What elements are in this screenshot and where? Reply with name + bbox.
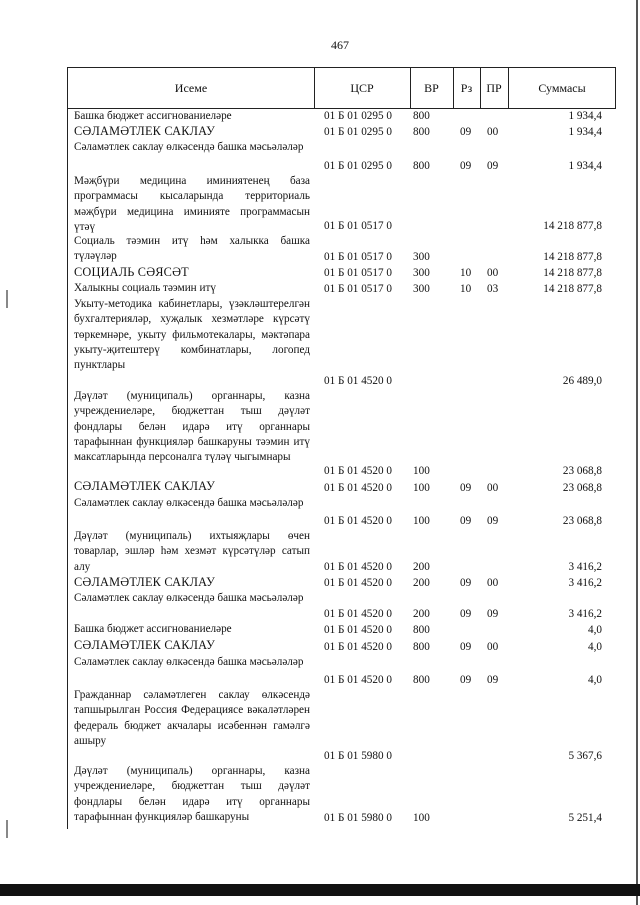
row-csr: 01 Б 01 0295 0 — [324, 125, 392, 138]
row-sum: 4,0 — [588, 623, 602, 636]
row-csr: 01 Б 01 4520 0 — [324, 374, 392, 387]
row-name: Дәүләт (муниципаль) ихтыяҗлары өчен товарлар, эшләр һәм хезмәт күрсәтүләр сатып алу — [74, 530, 310, 573]
row-name: Дәүләт (муниципаль) органнары, казна учреждениеләре, бюджеттан тыш дәүләт фондлары белән идарә итү органнары тарафыннан функцияләр башкаруны тәэмин итү максатларында персоналга түләү чыгымнары — [74, 390, 310, 464]
table-row — [68, 109, 616, 124]
row-csr: 01 Б 01 0517 0 — [324, 282, 392, 295]
row-rz: 09 — [460, 159, 472, 172]
row-vr: 800 — [413, 109, 430, 122]
row-name: Сәламәтлек саклау өлкәсендә башка мәсьәләләр — [74, 497, 304, 509]
header-csr: ЦСР — [350, 81, 374, 95]
row-rz: 09 — [460, 514, 472, 527]
row-vr: 300 — [413, 282, 430, 295]
row-sum: 1 934,4 — [568, 125, 602, 138]
row-vr: 800 — [413, 640, 430, 653]
row-sum: 26 489,0 — [562, 374, 602, 387]
table-row — [68, 591, 616, 622]
table-row — [68, 265, 616, 281]
row-sum: 4,0 — [588, 673, 602, 686]
scan-edge — [636, 0, 638, 905]
row-vr: 100 — [413, 464, 430, 477]
row-sum: 1 934,4 — [568, 109, 602, 122]
row-vr: 800 — [413, 159, 430, 172]
table-row — [68, 479, 616, 496]
row-csr: 01 Б 01 5980 0 — [324, 749, 392, 762]
row-pr: 00 — [487, 266, 499, 279]
row-rz: 10 — [460, 282, 472, 295]
row-pr: 03 — [487, 282, 499, 295]
page-number: 467 — [331, 38, 349, 52]
row-csr: 01 Б 01 0517 0 — [324, 219, 392, 232]
row-csr: 01 Б 01 4520 0 — [324, 640, 392, 653]
row-sum: 23 068,8 — [562, 464, 602, 477]
row-rz: 09 — [460, 576, 472, 589]
row-vr: 800 — [413, 125, 430, 138]
row-vr: 100 — [413, 514, 430, 527]
row-name: СӘЛАМӘТЛЕК САКЛАУ — [74, 575, 216, 589]
row-vr: 200 — [413, 560, 430, 573]
row-name: Халыкны социаль тәэмин итү — [74, 282, 216, 294]
row-sum: 3 416,2 — [568, 607, 602, 620]
row-sum: 14 218 877,8 — [543, 250, 602, 263]
row-name: Башка бюджет ассигнованиеләре — [74, 623, 232, 635]
header-vr: ВР — [424, 81, 439, 95]
row-vr: 200 — [413, 607, 430, 620]
row-csr: 01 Б 01 0517 0 — [324, 250, 392, 263]
table-body — [67, 109, 616, 829]
table-row — [68, 622, 616, 638]
row-sum: 4,0 — [588, 640, 602, 653]
row-csr: 01 Б 01 4520 0 — [324, 576, 392, 589]
table-row — [68, 638, 616, 655]
row-csr: 01 Б 01 4520 0 — [324, 481, 392, 494]
table-row — [68, 575, 616, 591]
row-name: Сәламәтлек саклау өлкәсендә башка мәсьәләләр — [74, 656, 304, 668]
header-rz: Рз — [460, 81, 473, 95]
row-name: Дәүләт (муниципаль) органнары, казна учреждениеләре, бюджеттан тыш дәүләт фондлары белән идарә итү органнары тарафыннан функцияләр башкаруны — [74, 765, 310, 823]
row-name: Укыту-методика кабинетлары, үзәкләштерелгән бухгалтерияләр, хуҗалык хезмәтләре күрсәтү төркемнәре, укыту фильмотекалары, мәктәпара укыту-җитештерү комбинатлары, логопед пунктлары — [74, 298, 310, 372]
row-csr: 01 Б 01 4520 0 — [324, 464, 392, 477]
row-csr: 01 Б 01 0295 0 — [324, 159, 392, 172]
row-sum: 5 251,4 — [568, 811, 602, 824]
row-name: СОЦИАЛЬ СӘЯСӘТ — [74, 265, 189, 279]
row-vr: 100 — [413, 481, 430, 494]
table-row — [68, 174, 616, 234]
row-sum: 14 218 877,8 — [543, 282, 602, 295]
table-row — [68, 688, 616, 764]
row-pr: 00 — [487, 125, 499, 138]
row-vr: 300 — [413, 250, 430, 263]
row-csr: 01 Б 01 4520 0 — [324, 623, 392, 636]
table-row — [68, 529, 616, 575]
row-name: Мәҗбүри медицина иминиятенең база программасы кысаларында территориаль мәҗбүри медицина иминияте программасын үтәү — [74, 175, 310, 233]
row-pr: 09 — [487, 159, 499, 172]
row-pr: 00 — [487, 640, 499, 653]
row-name: СӘЛАМӘТЛЕК САКЛАУ — [74, 638, 216, 652]
row-sum: 3 416,2 — [568, 560, 602, 573]
table-row — [68, 389, 616, 479]
row-sum: 3 416,2 — [568, 576, 602, 589]
table-row — [68, 124, 616, 140]
table-row — [68, 655, 616, 688]
row-pr: 09 — [487, 607, 499, 620]
row-pr: 09 — [487, 514, 499, 527]
table-row — [68, 297, 616, 389]
row-rz: 09 — [460, 640, 472, 653]
table-row — [68, 496, 616, 529]
row-rz: 09 — [460, 607, 472, 620]
row-name: СӘЛАМӘТЛЕК САКЛАУ — [74, 124, 216, 138]
row-csr: 01 Б 01 4520 0 — [324, 607, 392, 620]
row-rz: 09 — [460, 125, 472, 138]
row-name: Социаль тәэмин итү һәм халыкка башка түләүләр — [74, 235, 310, 263]
scan-bar — [0, 884, 640, 896]
budget-table — [67, 67, 616, 829]
row-pr: 00 — [487, 481, 499, 494]
row-vr: 300 — [413, 266, 430, 279]
table-row — [68, 764, 616, 826]
row-vr: 200 — [413, 576, 430, 589]
header-sum: Суммасы — [538, 81, 586, 95]
row-rz: 09 — [460, 673, 472, 686]
row-csr: 01 Б 01 4520 0 — [324, 514, 392, 527]
row-sum: 5 367,6 — [568, 749, 602, 762]
row-csr: 01 Б 01 5980 0 — [324, 811, 392, 824]
row-name: Сәламәтлек саклау өлкәсендә башка мәсьәләләр — [74, 141, 304, 153]
row-csr: 01 Б 01 0517 0 — [324, 266, 392, 279]
row-pr: 00 — [487, 576, 499, 589]
header-name: Исеме — [174, 81, 208, 95]
table-row — [68, 234, 616, 265]
row-name: Гражданнар сәламәтлеген саклау өлкәсендә тапшырылган Россия Федерациясе вәкаләтләрен федераль бюджет акчалары исәбеннән гамәлгә ашыру — [74, 689, 310, 747]
row-vr: 800 — [413, 623, 430, 636]
table-row — [68, 140, 616, 174]
row-vr: 800 — [413, 673, 430, 686]
row-rz: 10 — [460, 266, 472, 279]
row-rz: 09 — [460, 481, 472, 494]
row-csr: 01 Б 01 4520 0 — [324, 560, 392, 573]
row-vr: 100 — [413, 811, 430, 824]
header-pr: ПР — [486, 81, 502, 95]
row-name: Сәламәтлек саклау өлкәсендә башка мәсьәләләр — [74, 592, 304, 604]
row-name: Башка бюджет ассигнованиеләре — [74, 110, 232, 122]
row-sum: 14 218 877,8 — [543, 266, 602, 279]
row-sum: 1 934,4 — [568, 159, 602, 172]
row-csr: 01 Б 01 0295 0 — [324, 109, 392, 122]
row-pr: 09 — [487, 673, 499, 686]
scan-artifact — [6, 820, 8, 838]
row-sum: 14 218 877,8 — [543, 219, 602, 232]
row-sum: 23 068,8 — [562, 481, 602, 494]
table-row — [68, 281, 616, 297]
table-header — [67, 67, 616, 109]
row-csr: 01 Б 01 4520 0 — [324, 673, 392, 686]
row-name: СӘЛАМӘТЛЕК САКЛАУ — [74, 479, 216, 493]
row-sum: 23 068,8 — [562, 514, 602, 527]
scan-artifact — [6, 290, 8, 308]
